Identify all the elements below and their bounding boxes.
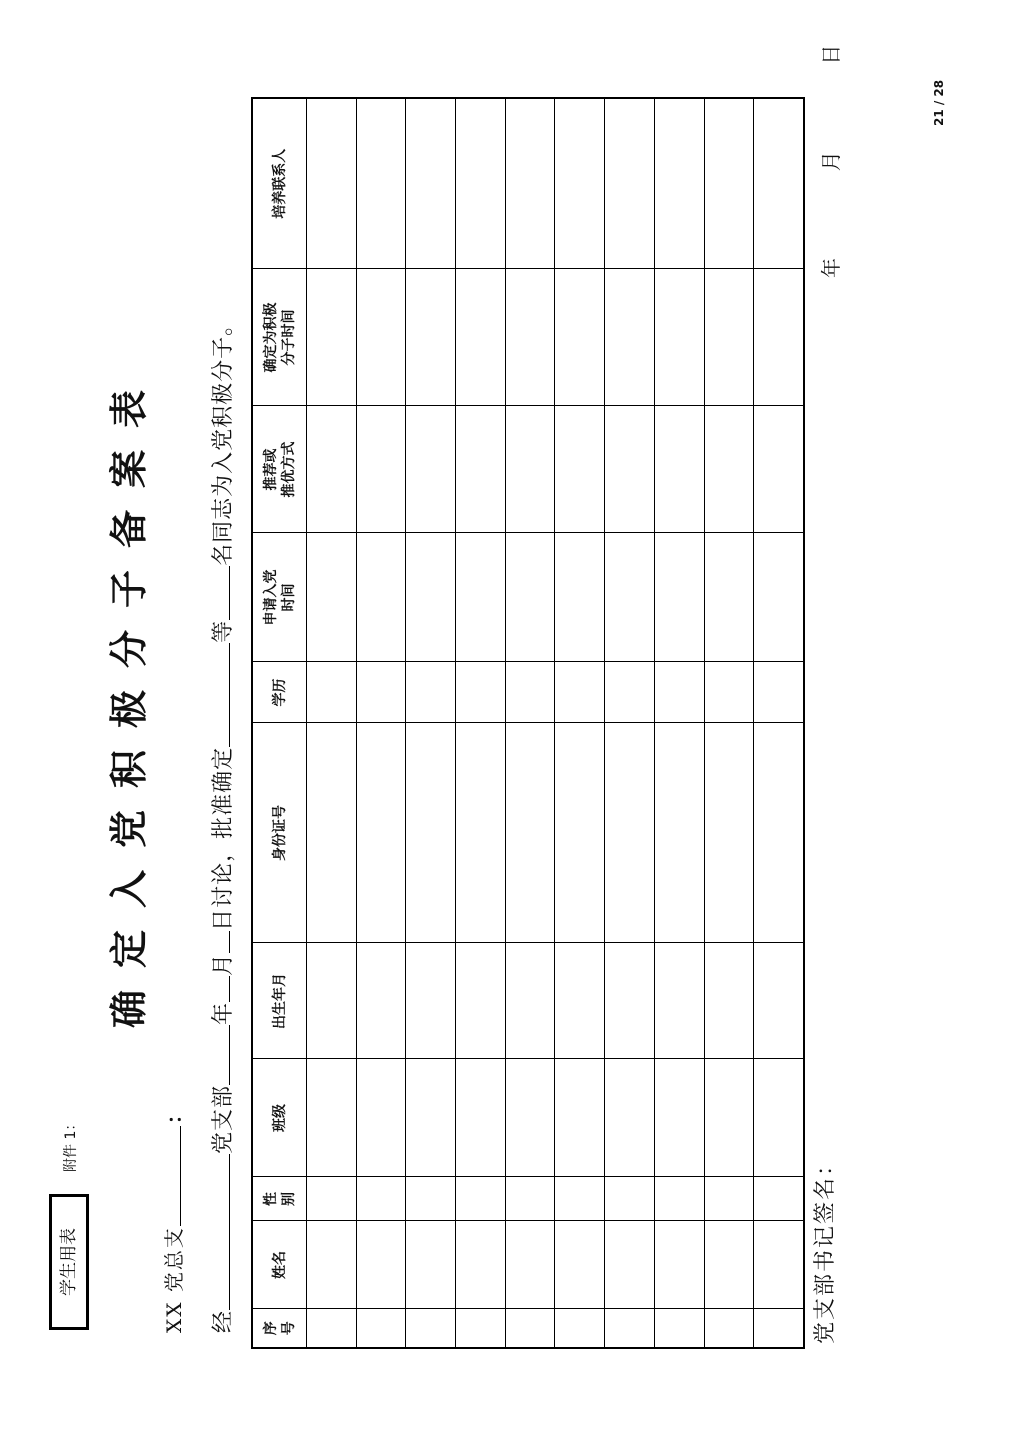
table-cell[interactable] bbox=[704, 1059, 754, 1177]
attachment-label: 附件 1： bbox=[63, 1116, 79, 1172]
date-month: 月 bbox=[819, 151, 843, 172]
table-cell[interactable] bbox=[307, 1309, 357, 1348]
table-cell[interactable] bbox=[654, 533, 704, 662]
table-cell[interactable] bbox=[456, 662, 506, 723]
column-header bbox=[252, 406, 307, 533]
table-cell[interactable] bbox=[654, 1309, 704, 1348]
table-cell[interactable] bbox=[406, 723, 456, 943]
branch-blank[interactable] bbox=[180, 1126, 181, 1226]
column-header-line: 推优方式 bbox=[280, 441, 297, 498]
table-cell[interactable] bbox=[307, 723, 357, 943]
table-cell[interactable] bbox=[654, 98, 704, 269]
table-cell[interactable] bbox=[456, 1059, 506, 1177]
sentence-part-1: 经 bbox=[211, 1309, 236, 1333]
table-cell[interactable] bbox=[356, 98, 406, 269]
table-cell[interactable] bbox=[555, 98, 605, 269]
table-cell[interactable] bbox=[456, 406, 506, 533]
table-cell[interactable] bbox=[505, 269, 555, 406]
table-cell[interactable] bbox=[456, 943, 506, 1059]
table-cell[interactable] bbox=[754, 98, 804, 269]
table-cell[interactable] bbox=[654, 1059, 704, 1177]
column-header bbox=[252, 1221, 307, 1309]
table-cell[interactable] bbox=[704, 98, 754, 269]
table-cell[interactable] bbox=[505, 1221, 555, 1309]
table-cell[interactable] bbox=[654, 723, 704, 943]
table-cell[interactable] bbox=[505, 662, 555, 723]
column-header-line: 性 bbox=[262, 1192, 279, 1206]
table-row bbox=[505, 98, 555, 1348]
approval-sentence bbox=[206, 313, 237, 1333]
table-cell[interactable] bbox=[307, 943, 357, 1059]
column-header-line: 推荐或 bbox=[262, 448, 279, 491]
column-header-line: 别 bbox=[280, 1192, 297, 1206]
table-cell[interactable] bbox=[356, 943, 406, 1059]
table-cell[interactable] bbox=[754, 1177, 804, 1221]
blank-general-branch[interactable] bbox=[209, 1154, 230, 1310]
student-use-stamp: 学生用表 bbox=[49, 1194, 89, 1330]
table-cell[interactable] bbox=[555, 406, 605, 533]
column-header bbox=[252, 943, 307, 1059]
table-cell[interactable] bbox=[307, 269, 357, 406]
table-cell[interactable] bbox=[307, 1059, 357, 1177]
branch-prefix: XX 党总支 bbox=[162, 1226, 186, 1333]
table-header-row bbox=[252, 98, 307, 1348]
table-cell[interactable] bbox=[406, 406, 456, 533]
table-cell[interactable] bbox=[754, 1059, 804, 1177]
blank-month[interactable] bbox=[209, 976, 230, 1002]
column-header bbox=[252, 533, 307, 662]
table-cell[interactable] bbox=[356, 1177, 406, 1221]
table-cell[interactable] bbox=[605, 1177, 655, 1221]
column-header-line: 培养联系人 bbox=[271, 148, 288, 219]
column-header bbox=[252, 269, 307, 406]
blank-names[interactable] bbox=[209, 643, 230, 747]
table-cell[interactable] bbox=[505, 1059, 555, 1177]
column-header-line: 确定为积极 bbox=[262, 302, 279, 373]
table-cell[interactable] bbox=[654, 1177, 704, 1221]
activist-record-table bbox=[251, 97, 805, 1349]
table-cell[interactable] bbox=[605, 406, 655, 533]
table-cell[interactable] bbox=[505, 723, 555, 943]
table-cell[interactable] bbox=[704, 943, 754, 1059]
sentence-part-4: 月 bbox=[211, 952, 236, 976]
column-header bbox=[252, 1059, 307, 1177]
table-cell[interactable] bbox=[704, 1221, 754, 1309]
table-cell[interactable] bbox=[754, 533, 804, 662]
table-row bbox=[654, 98, 704, 1348]
table-cell[interactable] bbox=[555, 1309, 605, 1348]
table-row bbox=[555, 98, 605, 1348]
table-row bbox=[406, 98, 456, 1348]
table-cell[interactable] bbox=[555, 943, 605, 1059]
table-cell[interactable] bbox=[406, 1309, 456, 1348]
secretary-signature-label: 党支部书记签名： bbox=[813, 1151, 838, 1344]
table-cell[interactable] bbox=[307, 1221, 357, 1309]
table-cell[interactable] bbox=[406, 1059, 456, 1177]
branch-line bbox=[158, 1102, 187, 1333]
table-cell[interactable] bbox=[654, 1221, 704, 1309]
table-cell[interactable] bbox=[406, 269, 456, 406]
table-cell[interactable] bbox=[654, 269, 704, 406]
table-cell[interactable] bbox=[307, 98, 357, 269]
table-cell[interactable] bbox=[754, 1309, 804, 1348]
column-header-line: 号 bbox=[280, 1321, 297, 1336]
table-cell[interactable] bbox=[754, 943, 804, 1059]
column-header-line: 姓名 bbox=[271, 1251, 288, 1279]
table-cell[interactable] bbox=[555, 662, 605, 723]
table-cell[interactable] bbox=[555, 533, 605, 662]
table-cell[interactable] bbox=[456, 1177, 506, 1221]
sentence-part-6: 等 bbox=[211, 619, 236, 643]
date-day: 日 bbox=[819, 44, 843, 65]
table-cell[interactable] bbox=[456, 723, 506, 943]
table-cell[interactable] bbox=[406, 533, 456, 662]
table-cell[interactable] bbox=[605, 269, 655, 406]
table-cell[interactable] bbox=[307, 533, 357, 662]
table-cell[interactable] bbox=[555, 1059, 605, 1177]
table-cell[interactable] bbox=[505, 406, 555, 533]
table-cell[interactable] bbox=[704, 723, 754, 943]
column-header bbox=[252, 98, 307, 269]
blank-year[interactable] bbox=[209, 1025, 230, 1085]
table-cell[interactable] bbox=[555, 1221, 605, 1309]
table-cell[interactable] bbox=[406, 98, 456, 269]
table-cell[interactable] bbox=[307, 662, 357, 723]
table-cell[interactable] bbox=[704, 269, 754, 406]
table-cell[interactable] bbox=[605, 1221, 655, 1309]
sentence-part-7: 名同志为入党积极分子。 bbox=[211, 312, 236, 566]
table-cell[interactable] bbox=[356, 723, 406, 943]
table-cell[interactable] bbox=[605, 533, 655, 662]
table-cell[interactable] bbox=[505, 533, 555, 662]
table-cell[interactable] bbox=[754, 662, 804, 723]
column-header bbox=[252, 662, 307, 723]
table-cell[interactable] bbox=[654, 943, 704, 1059]
table-cell[interactable] bbox=[356, 269, 406, 406]
table-cell[interactable] bbox=[406, 943, 456, 1059]
table-cell[interactable] bbox=[754, 723, 804, 943]
column-header bbox=[252, 723, 307, 943]
table-cell[interactable] bbox=[356, 1221, 406, 1309]
page-number: 21 / 28 bbox=[932, 79, 946, 126]
table-cell[interactable] bbox=[654, 662, 704, 723]
table-cell[interactable] bbox=[704, 406, 754, 533]
table-cell[interactable] bbox=[356, 1059, 406, 1177]
table-cell[interactable] bbox=[605, 98, 655, 269]
table-cell[interactable] bbox=[605, 662, 655, 723]
table-cell[interactable] bbox=[754, 269, 804, 406]
table-cell[interactable] bbox=[605, 1059, 655, 1177]
sentence-part-2: 党支部 bbox=[211, 1084, 236, 1154]
sentence-part-3: 年 bbox=[211, 1001, 236, 1025]
table-cell[interactable] bbox=[605, 723, 655, 943]
table-cell[interactable] bbox=[356, 1309, 406, 1348]
table-row bbox=[356, 98, 406, 1348]
column-header-line: 时间 bbox=[280, 583, 297, 612]
table-cell[interactable] bbox=[704, 1177, 754, 1221]
column-header-line: 班级 bbox=[271, 1104, 288, 1132]
column-header-line: 序 bbox=[262, 1321, 279, 1336]
table-cell[interactable] bbox=[456, 1221, 506, 1309]
table-cell[interactable] bbox=[505, 1309, 555, 1348]
table-cell[interactable] bbox=[505, 943, 555, 1059]
table-cell[interactable] bbox=[456, 533, 506, 662]
table-cell[interactable] bbox=[307, 1177, 357, 1221]
column-header-line: 学历 bbox=[271, 678, 288, 707]
table-row bbox=[456, 98, 506, 1348]
page-title: 确定入党积极分子备案表 bbox=[106, 367, 151, 1028]
column-header-line: 分子时间 bbox=[280, 309, 297, 366]
table-cell[interactable] bbox=[754, 1221, 804, 1309]
table-cell[interactable] bbox=[704, 662, 754, 723]
table-cell[interactable] bbox=[704, 533, 754, 662]
table-cell[interactable] bbox=[605, 943, 655, 1059]
table-cell[interactable] bbox=[456, 269, 506, 406]
column-header-line: 申请入党 bbox=[262, 569, 279, 626]
table-cell[interactable] bbox=[555, 723, 605, 943]
column-header-line: 身份证号 bbox=[271, 805, 288, 861]
table-cell[interactable] bbox=[456, 1309, 506, 1348]
date-line bbox=[815, 45, 844, 278]
blank-day[interactable] bbox=[209, 931, 230, 953]
table-row bbox=[704, 98, 754, 1348]
table-cell[interactable] bbox=[555, 269, 605, 406]
table-cell[interactable] bbox=[555, 1177, 605, 1221]
table-cell[interactable] bbox=[605, 1309, 655, 1348]
table-row bbox=[605, 98, 655, 1348]
sentence-part-5: 日讨论，批准确定 bbox=[211, 746, 236, 931]
table-cell[interactable] bbox=[505, 98, 555, 269]
table-body bbox=[307, 98, 804, 1348]
branch-colon: ： bbox=[162, 1102, 186, 1125]
table-row bbox=[307, 98, 357, 1348]
blank-count[interactable] bbox=[209, 566, 230, 620]
table-cell[interactable] bbox=[356, 406, 406, 533]
table-cell[interactable] bbox=[505, 1177, 555, 1221]
table-row bbox=[754, 98, 804, 1348]
table-cell[interactable] bbox=[406, 662, 456, 723]
table-cell[interactable] bbox=[356, 533, 406, 662]
table-cell[interactable] bbox=[356, 662, 406, 723]
column-header-line: 出生年月 bbox=[271, 973, 288, 1029]
table-cell[interactable] bbox=[654, 406, 704, 533]
table-cell[interactable] bbox=[406, 1221, 456, 1309]
table-cell[interactable] bbox=[704, 1309, 754, 1348]
date-year: 年 bbox=[819, 258, 843, 278]
table-cell[interactable] bbox=[406, 1177, 456, 1221]
column-header bbox=[252, 1177, 307, 1221]
column-header bbox=[252, 1309, 307, 1348]
table-cell[interactable] bbox=[307, 406, 357, 533]
table-cell[interactable] bbox=[456, 98, 506, 269]
table-cell[interactable] bbox=[754, 406, 804, 533]
